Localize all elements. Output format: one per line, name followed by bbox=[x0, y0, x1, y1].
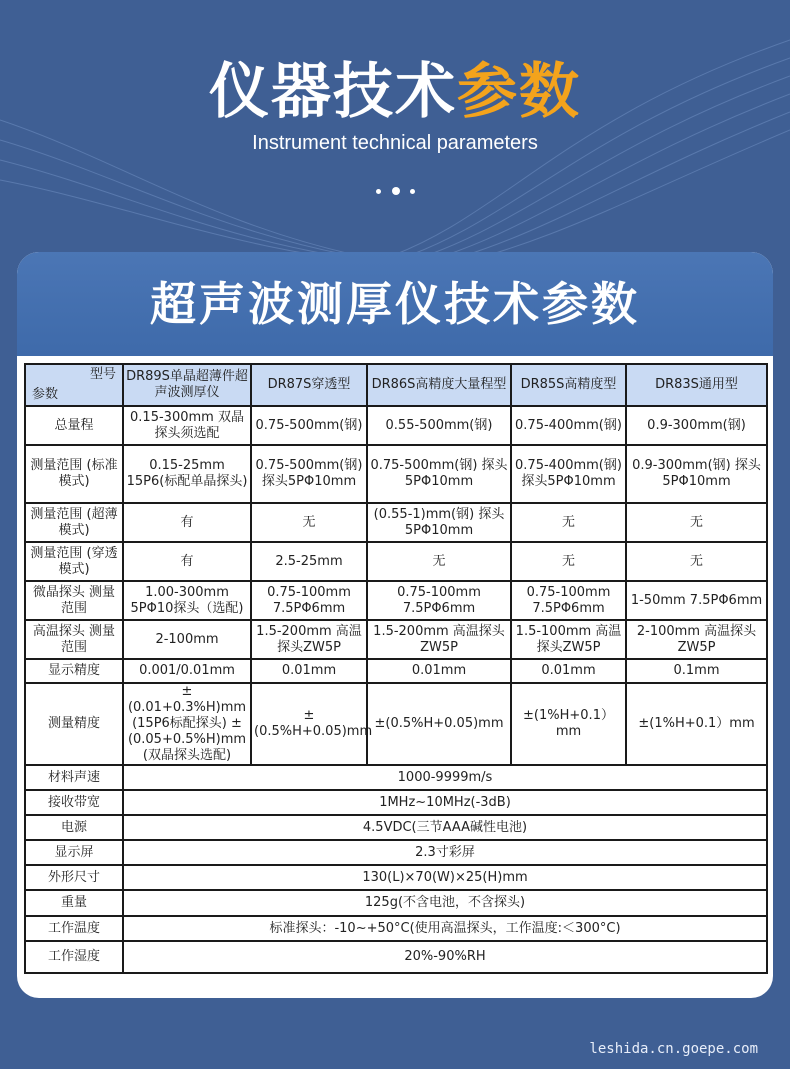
dot bbox=[376, 189, 381, 194]
header-corner bbox=[25, 364, 123, 406]
dot bbox=[392, 187, 400, 195]
spec-card-title: 超声波测厚仪技术参数 bbox=[17, 252, 773, 356]
table-row bbox=[25, 890, 767, 916]
param-name: 测量范围 (标准模式) bbox=[25, 445, 123, 503]
table-cell: 0.9-300mm(钢) bbox=[626, 406, 767, 445]
table-cell: 无 bbox=[251, 503, 367, 542]
page-title bbox=[0, 52, 790, 132]
table-cell: 125g(不含电池，不含探头) bbox=[123, 890, 767, 916]
decorative-dots bbox=[374, 186, 418, 196]
model-header: DR85S高精度型 bbox=[511, 364, 626, 406]
table-cell: 2-100mm 高温探头ZW5P bbox=[626, 620, 767, 659]
table-cell: 1000-9999m/s bbox=[123, 765, 767, 790]
table-cell: 有 bbox=[123, 542, 251, 581]
table-header-row bbox=[25, 364, 767, 406]
param-name: 工作温度 bbox=[25, 916, 123, 941]
table-cell: 0.55-500mm(钢) bbox=[367, 406, 511, 445]
dot bbox=[410, 189, 415, 194]
param-name: 微晶探头 测量范围 bbox=[25, 581, 123, 620]
table-cell: 0.75-100mm 7.5PΦ6mm bbox=[251, 581, 367, 620]
table-row bbox=[25, 790, 767, 815]
table-row bbox=[25, 503, 767, 542]
model-header: DR87S穿透型 bbox=[251, 364, 367, 406]
table-cell: ±(1%H+0.1）mm bbox=[626, 683, 767, 765]
table-row bbox=[25, 865, 767, 890]
table-cell: 130(L)×70(W)×25(H)mm bbox=[123, 865, 767, 890]
param-name: 显示精度 bbox=[25, 659, 123, 683]
model-header: DR83S通用型 bbox=[626, 364, 767, 406]
param-name: 测量精度 bbox=[25, 683, 123, 765]
table-cell: 无 bbox=[626, 503, 767, 542]
table-cell: 1.5-200mm 高温探头ZW5P bbox=[251, 620, 367, 659]
table-cell: ±(0.5%H+0.05)mm bbox=[251, 683, 367, 765]
table-cell: 2.3寸彩屏 bbox=[123, 840, 767, 865]
table-row bbox=[25, 683, 767, 765]
table-cell: ±(1%H+0.1）mm bbox=[511, 683, 626, 765]
table-cell: 1.00-300mm 5PΦ10探头（选配) bbox=[123, 581, 251, 620]
table-cell: 0.001/0.01mm bbox=[123, 659, 251, 683]
table-cell: 0.1mm bbox=[626, 659, 767, 683]
param-name: 接收带宽 bbox=[25, 790, 123, 815]
table-cell: 0.01mm bbox=[511, 659, 626, 683]
header-param-label: 参数 bbox=[32, 387, 59, 402]
table-cell: 0.75-100mm 7.5PΦ6mm bbox=[511, 581, 626, 620]
page-subtitle: Instrument technical parameters bbox=[252, 132, 538, 154]
table-cell: 1-50mm 7.5PΦ6mm bbox=[626, 581, 767, 620]
param-name: 高温探头 测量范围 bbox=[25, 620, 123, 659]
table-row bbox=[25, 941, 767, 973]
table-cell: 0.15-25mm 15P6(标配单晶探头) bbox=[123, 445, 251, 503]
table-cell: 0.01mm bbox=[367, 659, 511, 683]
table-cell: ±(0.5%H+0.05)mm bbox=[367, 683, 511, 765]
spec-card bbox=[17, 252, 773, 998]
table-cell: 0.9-300mm(钢) 探头5PΦ10mm bbox=[626, 445, 767, 503]
table-cell: 无 bbox=[626, 542, 767, 581]
model-header: DR86S高精度大量程型 bbox=[367, 364, 511, 406]
table-cell: 20%-90%RH bbox=[123, 941, 767, 973]
page-title-main: 仪器技术 bbox=[209, 57, 457, 127]
table-row bbox=[25, 445, 767, 503]
table-cell: 0.75-400mm(钢) bbox=[511, 406, 626, 445]
table-row bbox=[25, 815, 767, 840]
table-cell: 1.5-100mm 高温探头ZW5P bbox=[511, 620, 626, 659]
param-name: 电源 bbox=[25, 815, 123, 840]
table-cell: 0.75-100mm 7.5PΦ6mm bbox=[367, 581, 511, 620]
param-name: 测量范围 (超薄模式) bbox=[25, 503, 123, 542]
table-cell: 无 bbox=[367, 542, 511, 581]
param-name: 材料声速 bbox=[25, 765, 123, 790]
table-cell: 标准探头：-10~+50°C(使用高温探头，工作温度:＜300°C) bbox=[123, 916, 767, 941]
table-cell: 1.5-200mm 高温探头ZW5P bbox=[367, 620, 511, 659]
table-row bbox=[25, 840, 767, 865]
table-row bbox=[25, 620, 767, 659]
param-name: 总量程 bbox=[25, 406, 123, 445]
param-name: 外形尺寸 bbox=[25, 865, 123, 890]
table-cell: 1MHz~10MHz(-3dB) bbox=[123, 790, 767, 815]
table-row bbox=[25, 659, 767, 683]
table-cell: 0.75-400mm(钢) 探头5PΦ10mm bbox=[511, 445, 626, 503]
table-cell: 0.01mm bbox=[251, 659, 367, 683]
table-cell: 0.15-300mm 双晶探头须选配 bbox=[123, 406, 251, 445]
spec-table bbox=[24, 363, 768, 974]
param-name: 显示屏 bbox=[25, 840, 123, 865]
page-title-accent: 参数 bbox=[457, 57, 581, 127]
table-cell: 无 bbox=[511, 503, 626, 542]
table-cell: 0.75-500mm(钢) 探头5PΦ10mm bbox=[367, 445, 511, 503]
table-cell: 有 bbox=[123, 503, 251, 542]
table-cell: ±(0.01+0.3%H)mm (15P6标配探头) ±(0.05+0.5%H)mm (双晶探头选配) bbox=[123, 683, 251, 765]
table-cell: 0.75-500mm(钢) 探头5PΦ10mm bbox=[251, 445, 367, 503]
header-model-label: 型号 bbox=[89, 367, 116, 382]
table-row bbox=[25, 581, 767, 620]
table-cell: (0.55-1)mm(钢) 探头5PΦ10mm bbox=[367, 503, 511, 542]
table-row bbox=[25, 916, 767, 941]
table-cell: 2.5-25mm bbox=[251, 542, 367, 581]
table-cell: 0.75-500mm(钢) bbox=[251, 406, 367, 445]
model-header: DR89S单晶超薄件超声波测厚仪 bbox=[123, 364, 251, 406]
table-cell: 4.5VDC(三节AAA碱性电池) bbox=[123, 815, 767, 840]
param-name: 测量范围 (穿透模式) bbox=[25, 542, 123, 581]
watermark: leshida.cn.goepe.com bbox=[589, 1041, 758, 1057]
table-row bbox=[25, 542, 767, 581]
table-cell: 2-100mm bbox=[123, 620, 251, 659]
param-name: 重量 bbox=[25, 890, 123, 916]
param-name: 工作湿度 bbox=[25, 941, 123, 973]
table-row bbox=[25, 406, 767, 445]
table-cell: 无 bbox=[511, 542, 626, 581]
table-row bbox=[25, 765, 767, 790]
